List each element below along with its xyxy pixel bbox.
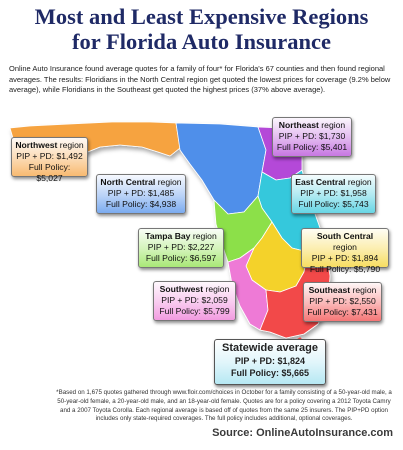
pip-pd-value: PIP + PD: $2,059 bbox=[161, 295, 228, 305]
pip-pd-value: PIP + PD: $1,730 bbox=[278, 131, 346, 141]
pip-pd-value: PIP + PD: $1,894 bbox=[311, 253, 379, 263]
region-name: Southeast bbox=[308, 285, 351, 295]
region-name: East Central bbox=[295, 177, 346, 187]
north-central-callout: North Central region PIP + PD: $1,485 Full Policy: $4,938 bbox=[96, 174, 186, 214]
region-name: North Central bbox=[100, 177, 156, 187]
full-policy-value: Full Policy: $5,743 bbox=[298, 199, 369, 209]
east-central-callout: East Central region PIP + PD: $1,958 Full Policy: $5,743 bbox=[291, 174, 376, 214]
full-policy-value: Full Policy: $7,431 bbox=[307, 307, 378, 317]
full-policy-value: Full Policy: $5,799 bbox=[159, 306, 230, 316]
footnote: *Based on 1,675 quotes gathered through www.floir.com/choices in October for a family consisting of a 50-year-old male, a 50-year-old female, a 20-year-old male, and an 18-year-old female. Quotes are for a policy covering a 2012 Toyota Camry and a 2007 Toyota Corolla. Each regional average is based off of quotes from the same 25 insurers. The PIP+PD option includes only state-required coverages. The full policy includes additional, optional coverages. bbox=[56, 389, 392, 423]
pip-pd-value: PIP + PD: $1,958 bbox=[300, 188, 367, 198]
region-name: Northwest bbox=[15, 140, 58, 150]
region-north-central-shape bbox=[176, 123, 266, 214]
intro-text: Online Auto Insurance found average quotes for a family of four* for Florida's 67 counties and then found regional averages. The results: Floridians in the North Central region get quoted the lowest prices for coverage (9.2% below average), while Floridians in the Southeast get quoted the highest prices (37% above average). bbox=[9, 64, 391, 94]
region-name: Southwest bbox=[159, 284, 204, 294]
statewide-pip-pd: PIP + PD: $1,824 bbox=[234, 356, 306, 366]
full-policy-value: Full Policy: $5,790 bbox=[309, 264, 381, 274]
south-central-callout: South Central region PIP + PD: $1,894 Full Policy: $5,790 bbox=[301, 228, 389, 268]
tampa-bay-callout: Tampa Bay region PIP + PD: $2,227 Full Policy: $6,597 bbox=[138, 228, 224, 268]
region-name: South Central bbox=[316, 231, 374, 241]
statewide-full-policy: Full Policy: $5,665 bbox=[230, 368, 310, 378]
southeast-callout: Southeast region PIP + PD: $2,550 Full Policy: $7,431 bbox=[303, 282, 382, 322]
pip-pd-value: PIP + PD: $1,485 bbox=[107, 188, 175, 198]
source-credit: Source: OnlineAutoInsurance.com bbox=[212, 427, 393, 439]
full-policy-value: Full Policy: $4,938 bbox=[105, 199, 177, 209]
southwest-callout: Southwest region PIP + PD: $2,059 Full Policy: $5,799 bbox=[153, 281, 236, 321]
statewide-heading: Statewide average bbox=[222, 342, 318, 354]
pip-pd-value: PIP + PD: $2,550 bbox=[309, 296, 376, 306]
pip-pd-value: PIP + PD: $2,227 bbox=[147, 242, 215, 252]
region-name: Tampa Bay bbox=[145, 231, 191, 241]
full-policy-value: Full Policy: $6,597 bbox=[145, 253, 217, 263]
northwest-callout: Northwest region PIP + PD: $1,492 Full Policy: $5,027 bbox=[11, 137, 88, 177]
pip-pd-value: PIP + PD: $1,492 bbox=[16, 151, 83, 161]
statewide-average-callout bbox=[214, 339, 326, 385]
title-line-2: for Florida Auto Insurance bbox=[72, 29, 331, 54]
full-policy-value: Full Policy: $5,401 bbox=[276, 142, 348, 152]
region-name: Northeast bbox=[278, 120, 319, 130]
northeast-callout: Northeast region PIP + PD: $1,730 Full Policy: $5,401 bbox=[272, 117, 352, 157]
title-line-1: Most and Least Expensive Regions bbox=[34, 4, 369, 29]
full-policy-value: Full Policy: $5,027 bbox=[28, 162, 71, 183]
